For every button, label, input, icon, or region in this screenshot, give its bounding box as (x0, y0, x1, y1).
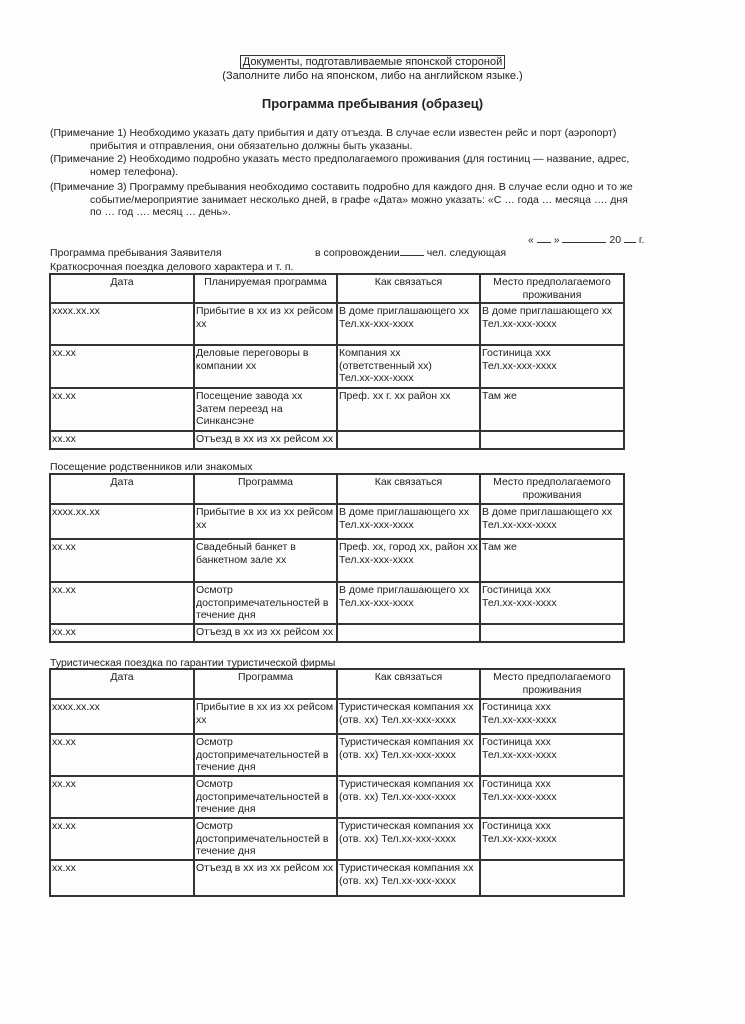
cell-program: Прибытие в хх из хх рейсом хх (194, 699, 337, 734)
section-2-table (49, 473, 625, 643)
note-1 (50, 127, 690, 152)
cell-date: хх.хх (50, 388, 194, 431)
cell-program: Отъезд в хх из хх рейсом хх (194, 431, 337, 449)
cell-date: хх.хх (50, 345, 194, 388)
cell-contact: Компания хх (ответственный хх) Тел.хх-ххх-хххх (337, 345, 480, 388)
table-row (50, 776, 624, 818)
cell-program: Свадебный банкет в банкетном зале хх (194, 539, 337, 582)
table-header-row (50, 669, 624, 699)
section-1-table (49, 273, 625, 450)
cell-date: хххх.хх.хх (50, 303, 194, 345)
cell-date: хххх.хх.хх (50, 504, 194, 539)
note-3-first: (Примечание 3) Программу пребывания необходимо составить подробно для каждого дня. В случае если одно и то же (50, 181, 633, 193)
persons-count-blank[interactable] (400, 255, 424, 256)
cell-contact: Преф. хх, город хх, район хх Тел.хх-ххх-хххх (337, 539, 480, 582)
cell-date: хх.хх (50, 624, 194, 642)
cell-program: Осмотр достопримечательностей в течение дня (194, 734, 337, 776)
cell-lodging: Гостиница ххх Тел.хх-ххх-хххх (480, 345, 624, 388)
note-2-rest: номер телефона). (90, 165, 179, 178)
header-line-2: (Заполните либо на японском, либо на английском языке.) (222, 70, 523, 82)
year-suffix: г. (638, 234, 645, 246)
applicant-label: Программа пребывания Заявителя (50, 247, 222, 259)
cell-contact (337, 431, 480, 449)
month-blank[interactable] (562, 242, 606, 243)
cell-date: хх.хх (50, 539, 194, 582)
cell-lodging (480, 624, 624, 642)
note-3-rest: событие/мероприятие занимает несколько дней, в графе «Дата» можно указать: «С … года … месяца …. дня (90, 193, 628, 206)
date-open-quote: « (528, 234, 534, 246)
cell-lodging (480, 431, 624, 449)
column-header-date: Дата (50, 474, 194, 504)
cell-contact: Туристическая компания хх (отв. хх) Тел.хх-ххх-хххх (337, 818, 480, 860)
cell-program: Осмотр достопримечательностей в течение дня (194, 582, 337, 624)
cell-program: Деловые переговоры в компании хх (194, 345, 337, 388)
cell-contact: Туристическая компания хх (отв. хх) Тел.хх-ххх-хххх (337, 776, 480, 818)
table-row (50, 582, 624, 624)
date-close-quote: » (553, 234, 560, 246)
note-1-rest: прибытия и отправления, они обязательно должны быть указаны. (90, 139, 413, 152)
note-2 (50, 153, 690, 178)
table-row (50, 699, 624, 734)
cell-program: Осмотр достопримечательностей в течение дня (194, 818, 337, 860)
cell-contact: В доме приглашающего хх Тел.хх-ххх-хххх (337, 303, 480, 345)
table-row (50, 818, 624, 860)
accompanied-label: в сопровождении (315, 247, 400, 259)
cell-contact: Туристическая компания хх (отв. хх) Тел.хх-ххх-хххх (337, 699, 480, 734)
year-blank[interactable] (624, 242, 636, 243)
cell-lodging: Гостиница ххх Тел.хх-ххх-хххх (480, 734, 624, 776)
table-row (50, 431, 624, 449)
table-row (50, 860, 624, 896)
cell-lodging: Там же (480, 388, 624, 431)
cell-lodging (480, 860, 624, 896)
cell-lodging: Гостиница ххх Тел.хх-ххх-хххх (480, 582, 624, 624)
cell-date: хх.хх (50, 582, 194, 624)
cell-lodging: Гостиница ххх Тел.хх-ххх-хххх (480, 699, 624, 734)
cell-program: Посещение завода хх Затем переезд на Синкансэне (194, 388, 337, 431)
table-row (50, 539, 624, 582)
section-3-title: Туристическая поездка по гарантии туристической фирмы (50, 657, 336, 669)
note-3-rest2: по … год …. месяц … день». (90, 206, 231, 218)
cell-contact: Туристическая компания хх (отв. хх) Тел.хх-ххх-хххх (337, 860, 480, 896)
page-title: Программа пребывания (образец) (261, 96, 484, 111)
column-header-contact: Как связаться (337, 474, 480, 504)
table-row (50, 624, 624, 642)
cell-contact: Преф. хх г. хх район хх (337, 388, 480, 431)
header-line-1-text: Документы, подготавливаемые японской стороной (240, 55, 505, 69)
cell-date: хх.хх (50, 734, 194, 776)
column-header-lodging: Место предполагаемого проживания (480, 274, 624, 303)
note-1-first: (Примечание 1) Необходимо указать дату прибытия и дату отъезда. В случае если известен рейс и порт (аэропорт) (50, 127, 617, 139)
cell-lodging: Гостиница ххх Тел.хх-ххх-хххх (480, 776, 624, 818)
cell-date: хххх.хх.хх (50, 699, 194, 734)
year-prefix: 20 (609, 234, 622, 246)
date-line (528, 234, 644, 246)
section-1-title: Краткосрочная поездка делового характера и т. п. (50, 261, 294, 273)
cell-program: Отъезд в хх из хх рейсом хх (194, 624, 337, 642)
cell-program: Отъезд в хх из хх рейсом хх (194, 860, 337, 896)
cell-date: хх.хх (50, 860, 194, 896)
table-row (50, 345, 624, 388)
section-3-table (49, 668, 625, 897)
day-blank[interactable] (537, 242, 551, 243)
table-row (50, 303, 624, 345)
cell-date: хх.хх (50, 431, 194, 449)
cell-program: Осмотр достопримечательностей в течение дня (194, 776, 337, 818)
column-header-program: Программа (194, 669, 337, 699)
accompanied-line (315, 247, 506, 259)
cell-program: Прибытие в хх из хх рейсом хх (194, 504, 337, 539)
section-2-title: Посещение родственников или знакомых (50, 461, 253, 473)
table-header-row (50, 474, 624, 504)
cell-date: хх.хх (50, 776, 194, 818)
column-header-lodging: Место предполагаемого проживания (480, 474, 624, 504)
cell-contact: Туристическая компания хх (отв. хх) Тел.хх-ххх-хххх (337, 734, 480, 776)
cell-program: Прибытие в хх из хх рейсом хх (194, 303, 337, 345)
cell-contact: В доме приглашающего хх Тел.хх-ххх-хххх (337, 582, 480, 624)
cell-date: хх.хх (50, 818, 194, 860)
table-row (50, 388, 624, 431)
column-header-lodging: Место предполагаемого проживания (480, 669, 624, 699)
column-header-contact: Как связаться (337, 274, 480, 303)
persons-label: чел. следующая (426, 247, 507, 259)
table-row (50, 734, 624, 776)
column-header-date: Дата (50, 274, 194, 303)
cell-lodging: В доме приглашающего хх Тел.хх-ххх-хххх (480, 303, 624, 345)
cell-contact (337, 624, 480, 642)
cell-lodging: Там же (480, 539, 624, 582)
note-2-first: (Примечание 2) Необходимо подробно указать место предполагаемого проживания (для гостиниц — название, адрес, (50, 153, 630, 165)
column-header-program: Планируемая программа (194, 274, 337, 303)
note-3 (50, 181, 690, 219)
table-header-row (50, 274, 624, 303)
cell-lodging: Гостиница ххх Тел.хх-ххх-хххх (480, 818, 624, 860)
column-header-contact: Как связаться (337, 669, 480, 699)
column-header-program: Программа (194, 474, 337, 504)
table-row (50, 504, 624, 539)
column-header-date: Дата (50, 669, 194, 699)
header-line-1 (0, 56, 745, 68)
cell-contact: В доме приглашающего хх Тел.хх-ххх-хххх (337, 504, 480, 539)
cell-lodging: В доме приглашающего хх Тел.хх-ххх-хххх (480, 504, 624, 539)
